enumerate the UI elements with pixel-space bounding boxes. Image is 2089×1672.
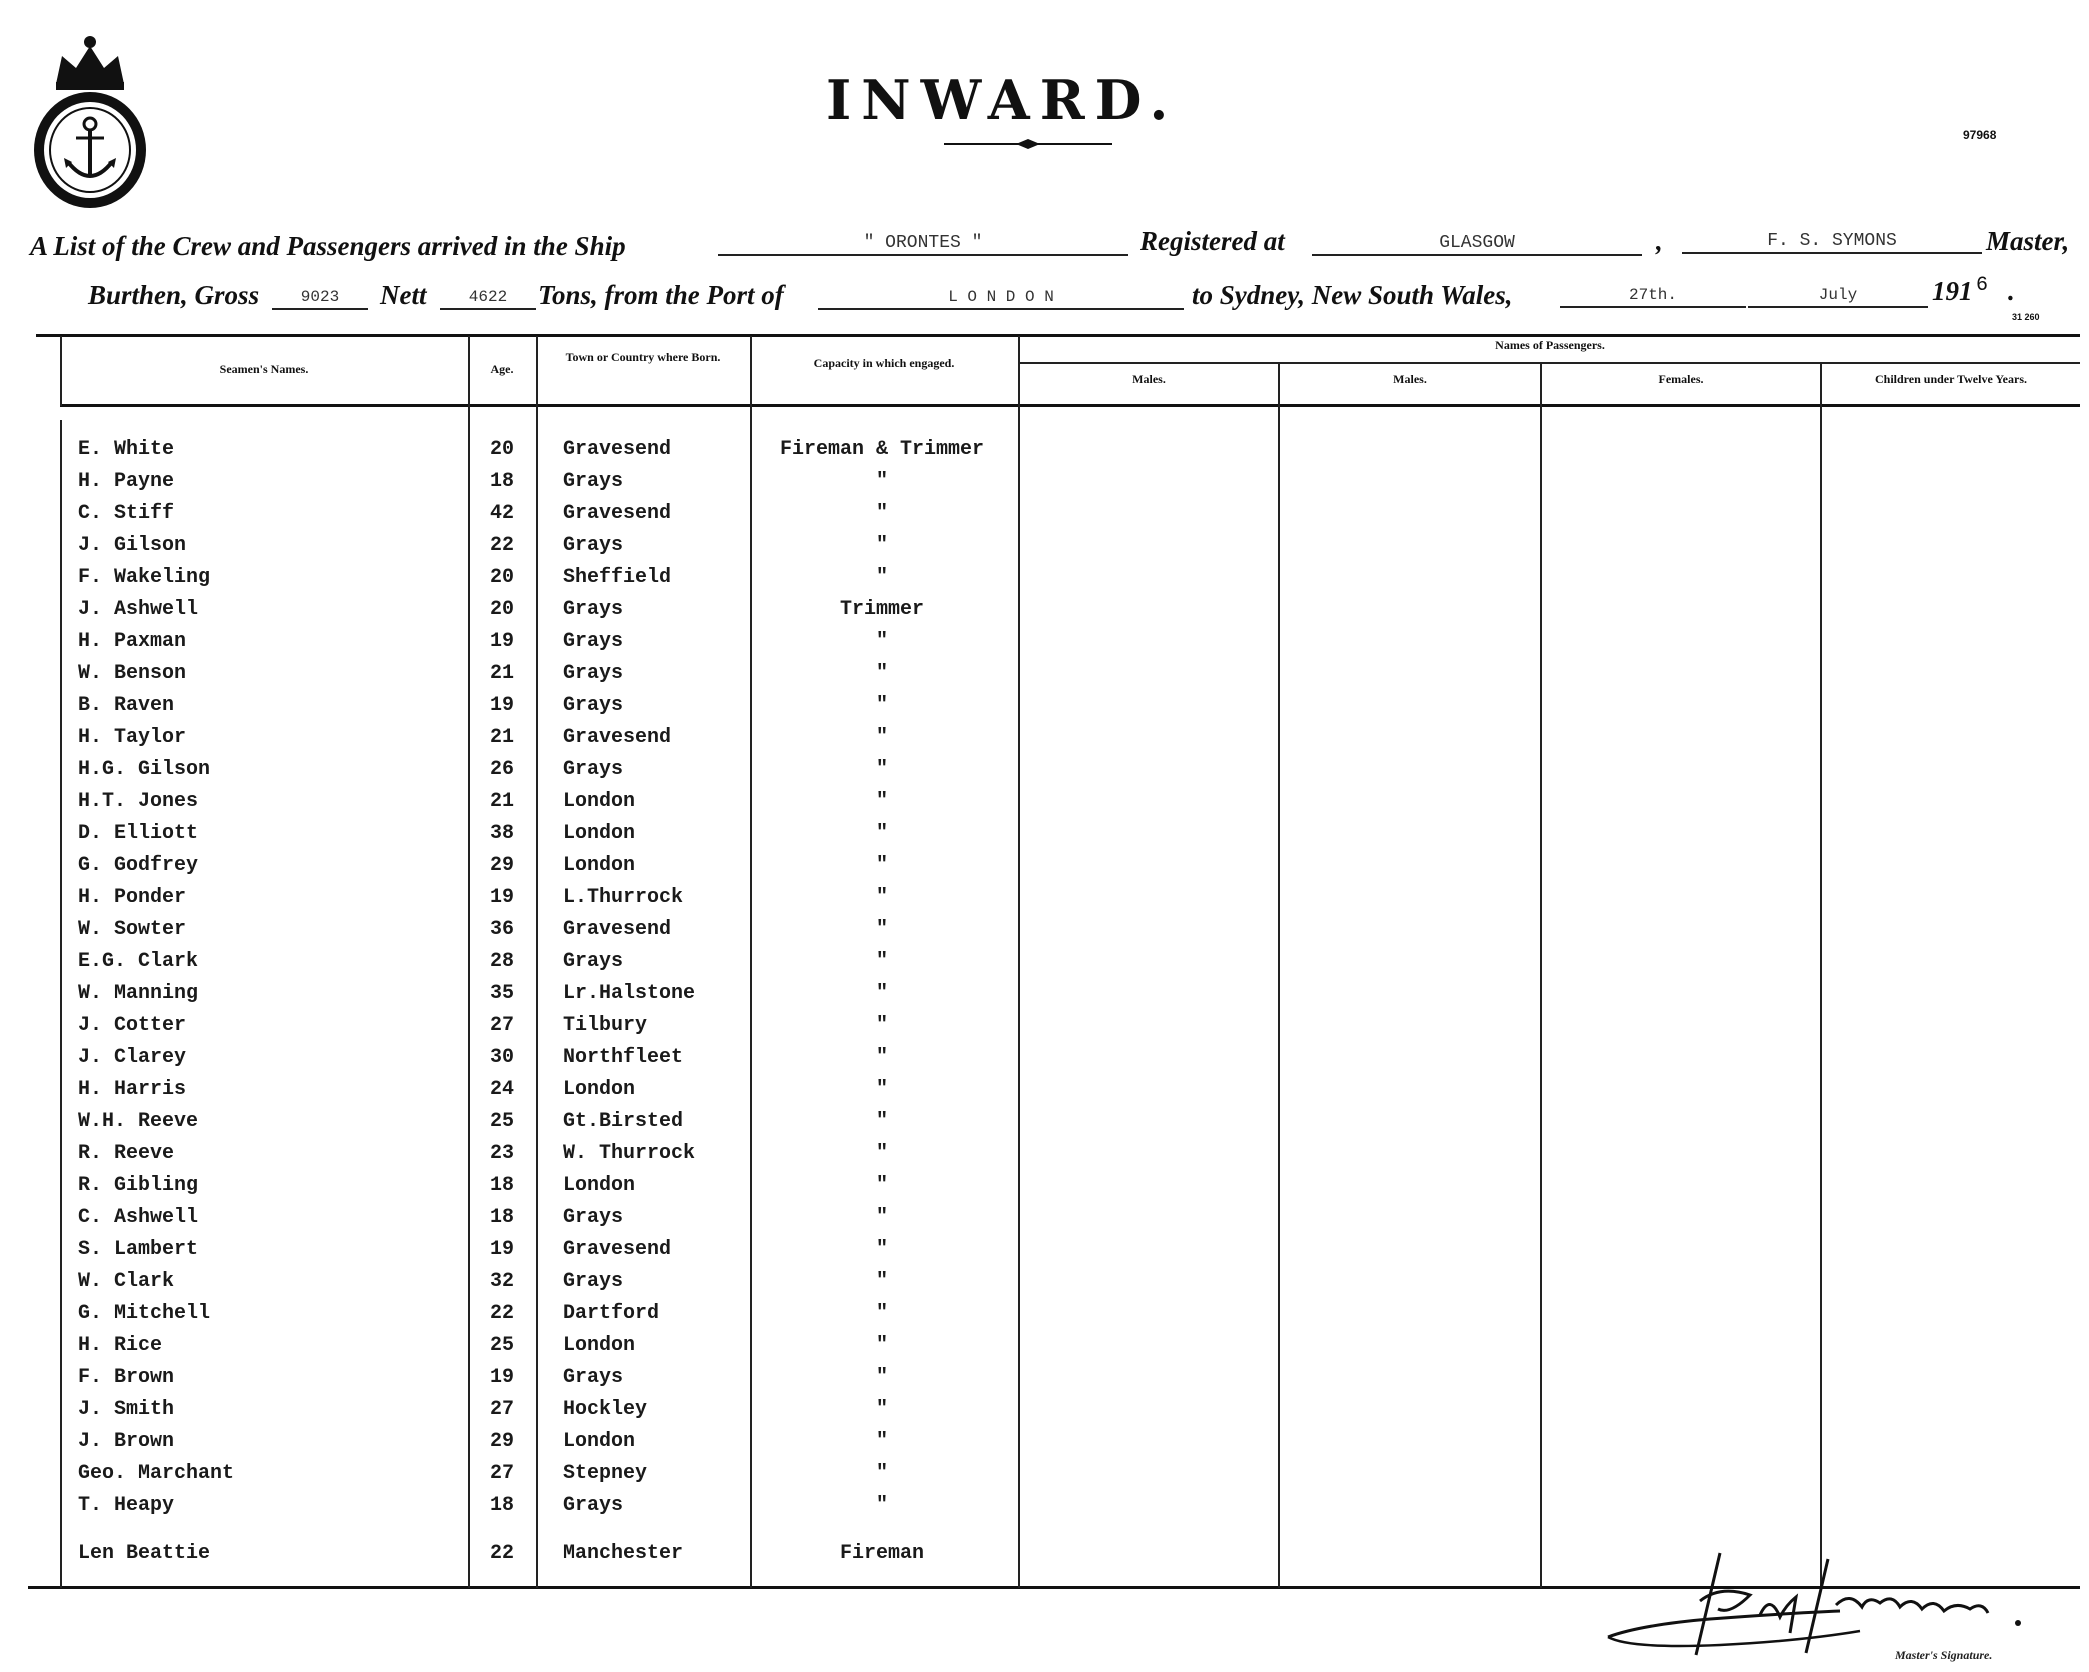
crew-name: C. Ashwell xyxy=(78,1206,199,1229)
crew-birthplace: Gravesend xyxy=(563,502,672,525)
crew-age: 20 xyxy=(489,566,514,589)
master-signature xyxy=(1600,1545,2040,1660)
crew-age: 19 xyxy=(489,630,514,653)
crew-row xyxy=(0,1334,2089,1366)
crew-birthplace: Lr.Halstone xyxy=(563,982,696,1005)
crew-row xyxy=(0,1494,2089,1526)
crew-birthplace: London xyxy=(563,1078,636,1101)
crew-row xyxy=(0,598,2089,630)
crew-capacity: " xyxy=(875,534,888,557)
crew-birthplace: Grays xyxy=(563,1494,624,1517)
crew-row xyxy=(0,1366,2089,1398)
date-month-field: July xyxy=(1748,284,1928,308)
crew-birthplace: Stepney xyxy=(563,1462,648,1485)
crew-age: 18 xyxy=(489,1494,514,1517)
crew-name: B. Raven xyxy=(78,694,175,717)
crew-capacity: " xyxy=(875,982,888,1005)
crew-capacity: " xyxy=(875,1302,888,1325)
crew-name: H.G. Gilson xyxy=(78,758,211,781)
crew-age: 22 xyxy=(489,534,514,557)
crew-row xyxy=(0,982,2089,1014)
crew-age: 22 xyxy=(489,1542,514,1565)
crew-row xyxy=(0,1142,2089,1174)
crew-name: J. Brown xyxy=(78,1430,175,1453)
crew-row xyxy=(0,662,2089,694)
crew-age: 19 xyxy=(489,1366,514,1389)
crew-row xyxy=(0,822,2089,854)
crew-capacity: " xyxy=(875,1046,888,1069)
crew-row xyxy=(0,1462,2089,1494)
harbour-seal-icon xyxy=(28,22,152,212)
period: . xyxy=(2008,276,2015,306)
crew-age: 21 xyxy=(489,790,514,813)
crew-name: H. Paxman xyxy=(78,630,187,653)
crew-row xyxy=(0,566,2089,598)
crew-age: 35 xyxy=(489,982,514,1005)
crew-age: 18 xyxy=(489,1174,514,1197)
date-day-field: 27th. xyxy=(1560,284,1746,308)
crew-birthplace: Grays xyxy=(563,598,624,621)
crew-birthplace: Manchester xyxy=(563,1542,684,1565)
crew-age: 42 xyxy=(489,502,514,525)
crew-row xyxy=(0,886,2089,918)
crew-age: 24 xyxy=(489,1078,514,1101)
crew-capacity: Fireman xyxy=(839,1542,924,1565)
crew-row xyxy=(0,726,2089,758)
crew-age: 21 xyxy=(489,662,514,685)
crew-capacity: " xyxy=(875,758,888,781)
crew-age: 22 xyxy=(489,1302,514,1325)
crew-birthplace: Grays xyxy=(563,694,624,717)
crew-row xyxy=(0,470,2089,502)
crew-row xyxy=(0,1238,2089,1270)
to-sydney-label: to Sydney, New South Wales, xyxy=(1192,280,1513,310)
crew-row xyxy=(0,1174,2089,1206)
crew-capacity: " xyxy=(875,1366,888,1389)
burthen-gross-label: Burthen, Gross xyxy=(88,280,260,310)
crew-age: 29 xyxy=(489,854,514,877)
year-prefix: 191 xyxy=(1932,276,1973,306)
crew-capacity: " xyxy=(875,1398,888,1421)
crew-name: G. Godfrey xyxy=(78,854,199,877)
crew-birthplace: Hockley xyxy=(563,1398,648,1421)
crew-age: 36 xyxy=(489,918,514,941)
crew-birthplace: Grays xyxy=(563,1366,624,1389)
crew-capacity: " xyxy=(875,726,888,749)
crew-birthplace: Gt.Birsted xyxy=(563,1110,684,1133)
master-label: Master, xyxy=(1986,226,2070,256)
crew-birthplace: L.Thurrock xyxy=(563,886,684,909)
crew-age: 19 xyxy=(489,694,514,717)
crew-name: H. Taylor xyxy=(78,726,187,749)
crew-age: 27 xyxy=(489,1462,514,1485)
crew-capacity: " xyxy=(875,1494,888,1517)
crew-name: H. Ponder xyxy=(78,886,187,909)
year-suffix: 6 xyxy=(1976,274,1989,297)
crew-birthplace: W. Thurrock xyxy=(563,1142,696,1165)
crew-birthplace: London xyxy=(563,1334,636,1357)
crew-age: 38 xyxy=(489,822,514,845)
crew-capacity: Fireman & Trimmer xyxy=(779,438,985,461)
crew-capacity: " xyxy=(875,1430,888,1453)
crew-birthplace: Grays xyxy=(563,662,624,685)
crew-name: E.G. Clark xyxy=(78,950,199,973)
crew-birthplace: Gravesend xyxy=(563,438,672,461)
crew-birthplace: Grays xyxy=(563,950,624,973)
crew-name: F. Wakeling xyxy=(78,566,211,589)
col-header-name: Seamen's Names. xyxy=(219,362,309,376)
crew-capacity: " xyxy=(875,1270,888,1293)
crew-birthplace: London xyxy=(563,822,636,845)
crew-birthplace: Gravesend xyxy=(563,1238,672,1261)
crew-birthplace: Gravesend xyxy=(563,726,672,749)
crew-capacity: " xyxy=(875,566,888,589)
form-number: 97968 xyxy=(1963,128,1997,142)
crew-capacity: " xyxy=(875,630,888,653)
gross-tonnage-field: 9023 xyxy=(272,286,368,310)
crew-name: J. Cotter xyxy=(78,1014,187,1037)
crew-capacity: " xyxy=(875,470,888,493)
crew-age: 25 xyxy=(489,1334,514,1357)
crew-name: J. Clarey xyxy=(78,1046,187,1069)
comma: , xyxy=(1656,226,1663,256)
crew-name: D. Elliott xyxy=(78,822,199,845)
crew-capacity: " xyxy=(875,918,888,941)
crew-name: C. Stiff xyxy=(78,502,175,525)
crew-name: Geo. Marchant xyxy=(78,1462,235,1485)
crew-name: F. Brown xyxy=(78,1366,175,1389)
crew-capacity: " xyxy=(875,1014,888,1037)
crew-row xyxy=(0,694,2089,726)
crew-row xyxy=(0,1206,2089,1238)
master-name-field: F. S. SYMONS xyxy=(1682,230,1982,254)
crew-capacity: " xyxy=(875,1462,888,1485)
crew-age: 27 xyxy=(489,1398,514,1421)
crew-birthplace: Gravesend xyxy=(563,918,672,941)
crew-name: W. Benson xyxy=(78,662,187,685)
crew-row xyxy=(0,1046,2089,1078)
crew-age: 27 xyxy=(489,1014,514,1037)
crew-row xyxy=(0,950,2089,982)
crew-age: 29 xyxy=(489,1430,514,1453)
crew-name: W.H. Reeve xyxy=(78,1110,199,1133)
crew-capacity: " xyxy=(875,886,888,909)
crew-age: 20 xyxy=(489,438,514,461)
crew-row xyxy=(0,1014,2089,1046)
crew-birthplace: Grays xyxy=(563,1270,624,1293)
crew-row xyxy=(0,1110,2089,1142)
crew-capacity: " xyxy=(875,502,888,525)
crew-capacity: " xyxy=(875,1174,888,1197)
crew-row xyxy=(0,438,2089,470)
crew-birthplace: London xyxy=(563,854,636,877)
crew-row xyxy=(0,758,2089,790)
crew-row xyxy=(0,1430,2089,1462)
crew-capacity: " xyxy=(875,1206,888,1229)
ship-name-field: " ORONTES " xyxy=(718,232,1128,256)
crew-capacity: " xyxy=(875,1334,888,1357)
crew-age: 18 xyxy=(489,1206,514,1229)
crew-birthplace: London xyxy=(563,790,636,813)
header-bottom-rule xyxy=(60,404,2080,407)
crew-capacity: " xyxy=(875,1110,888,1133)
list-prefix-label: A List of the Crew and Passengers arrived in the Ship xyxy=(30,231,626,261)
crew-row xyxy=(0,918,2089,950)
col-header-males-1: Males. xyxy=(1132,372,1166,386)
passenger-subheader-rule xyxy=(1020,362,2080,364)
crew-age: 32 xyxy=(489,1270,514,1293)
port-registered-field: GLASGOW xyxy=(1312,232,1642,256)
crew-name: R. Gibling xyxy=(78,1174,199,1197)
crew-capacity: " xyxy=(875,694,888,717)
crew-birthplace: Sheffield xyxy=(563,566,672,589)
crew-name: W. Sowter xyxy=(78,918,187,941)
crew-age: 21 xyxy=(489,726,514,749)
crew-capacity: " xyxy=(875,790,888,813)
crew-name: W. Clark xyxy=(78,1270,175,1293)
crew-birthplace: London xyxy=(563,1174,636,1197)
crew-age: 19 xyxy=(489,1238,514,1261)
crew-name: Len Beattie xyxy=(78,1542,211,1565)
crew-capacity: Trimmer xyxy=(839,598,924,621)
crew-name: J. Smith xyxy=(78,1398,175,1421)
crew-age: 20 xyxy=(489,598,514,621)
crew-row xyxy=(0,502,2089,534)
crew-name: G. Mitchell xyxy=(78,1302,211,1325)
crew-age: 30 xyxy=(489,1046,514,1069)
col-header-children: Children under Twelve Years. xyxy=(1874,372,2027,386)
title-ornament-rule xyxy=(944,137,1112,149)
crew-row xyxy=(0,854,2089,886)
crew-age: 26 xyxy=(489,758,514,781)
crew-birthplace: Grays xyxy=(563,470,624,493)
crew-name: H. Payne xyxy=(78,470,175,493)
crew-capacity: " xyxy=(875,950,888,973)
crew-birthplace: Tilbury xyxy=(563,1014,648,1037)
crew-capacity: " xyxy=(875,1078,888,1101)
crew-name: J. Gilson xyxy=(78,534,187,557)
crew-row xyxy=(0,1302,2089,1334)
crew-age: 28 xyxy=(489,950,514,973)
crew-row xyxy=(0,790,2089,822)
crew-birthplace: Grays xyxy=(563,758,624,781)
crew-name: H. Rice xyxy=(78,1334,163,1357)
crew-capacity: " xyxy=(875,662,888,685)
signature-label: Master's Signature. xyxy=(1895,1648,1993,1662)
crew-row xyxy=(0,1398,2089,1430)
crew-name: E. White xyxy=(78,438,175,461)
crew-birthplace: Grays xyxy=(563,1206,624,1229)
crew-age: 25 xyxy=(489,1110,514,1133)
col-header-capacity: Capacity in which engaged. xyxy=(813,356,955,370)
document-title: INWARD. xyxy=(826,68,1179,132)
crew-capacity: " xyxy=(875,854,888,877)
crew-name: H. Harris xyxy=(78,1078,187,1101)
crew-age: 18 xyxy=(489,470,514,493)
registered-label: Registered at xyxy=(1140,226,1285,256)
table-top-rule xyxy=(36,334,2080,337)
tons-from-port-label: Tons, from the Port of xyxy=(538,280,784,310)
col-header-town: Town or Country where Born. xyxy=(565,350,721,364)
col-header-passengers: Names of Passengers. xyxy=(1495,338,1605,352)
crew-name: H.T. Jones xyxy=(78,790,199,813)
crew-name: R. Reeve xyxy=(78,1142,175,1165)
crew-age: 19 xyxy=(489,886,514,909)
form-code: 31 260 xyxy=(2012,312,2040,322)
crew-capacity: " xyxy=(875,1142,888,1165)
crew-name: T. Heapy xyxy=(78,1494,175,1517)
crew-row xyxy=(0,1270,2089,1302)
crew-capacity: " xyxy=(875,1238,888,1261)
crew-row xyxy=(0,534,2089,566)
from-port-field: L O N D O N xyxy=(818,286,1184,310)
crew-row xyxy=(0,630,2089,662)
crew-name: J. Ashwell xyxy=(78,598,199,621)
crew-age: 23 xyxy=(489,1142,514,1165)
crew-birthplace: Grays xyxy=(563,534,624,557)
crew-birthplace: London xyxy=(563,1430,636,1453)
nett-tonnage-field: 4622 xyxy=(440,286,536,310)
crew-name: W. Manning xyxy=(78,982,199,1005)
col-header-age: Age. xyxy=(490,362,514,376)
col-header-males-2: Males. xyxy=(1393,372,1427,386)
crew-capacity: " xyxy=(875,822,888,845)
nett-label: Nett xyxy=(380,280,427,310)
crew-row xyxy=(0,1078,2089,1110)
crew-birthplace: Northfleet xyxy=(563,1046,684,1069)
crew-name: S. Lambert xyxy=(78,1238,199,1261)
col-header-females: Females. xyxy=(1658,372,1704,386)
crew-birthplace: Grays xyxy=(563,630,624,653)
crew-birthplace: Dartford xyxy=(563,1302,660,1325)
